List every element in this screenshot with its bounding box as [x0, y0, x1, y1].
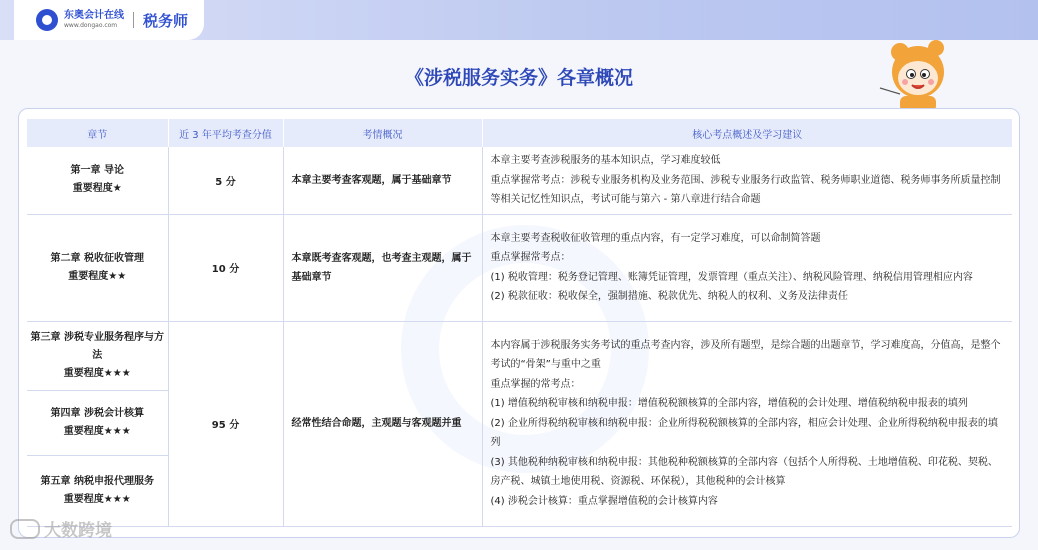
core-cell — [482, 214, 1012, 321]
core-line: 本内容属于涉税服务实务考试的重点考查内容，涉及所有题型，是综合题的出题章节，学习难度高，分值高，是整个考试的“骨架”与重中之重 — [490, 339, 1001, 371]
score-cell: 95 分 — [168, 321, 283, 526]
chapter-table — [27, 119, 1012, 527]
chapter-name: 第三章 涉税专业服务程序与方法 — [30, 331, 164, 361]
core-line: 重点掌握常考点：涉税专业服务机构及业务范围、涉税专业服务行政监管、税务师职业道德、税务师事务所质量控制等相关记忆性知识点，考试可能与第六 - 第八章进行结合命题 — [490, 174, 1001, 205]
importance-level: 重要程度★★★ — [63, 425, 131, 437]
core-line: 重点掌握的常考点： — [490, 378, 581, 390]
brand-logo-icon — [36, 9, 58, 31]
core-line: (1) 增值税纳税审核和纳税申报：增值税税额核算的全部内容，增值税的会计处理、增值税纳税申报表的填列 — [490, 398, 968, 410]
core-line: 本章主要考查税收征收管理的重点内容，有一定学习难度，可以命制简答题 — [490, 232, 821, 244]
footer-watermark — [10, 516, 112, 541]
importance-level: 重要程度★★★ — [63, 493, 131, 505]
mascot-icon — [878, 34, 958, 114]
chapter-name: 第四章 涉税会计核算 — [50, 407, 144, 419]
watermark-text: 大数跨境 — [44, 521, 112, 541]
brand-url: www.dongao.com — [64, 22, 118, 29]
core-line: (1) 税收管理：税务登记管理、账簿凭证管理，发票管理（重点关注）、纳税风险管理、纳税信用管理相应内容 — [490, 271, 973, 283]
column-header: 章节 — [27, 119, 168, 147]
brand-name: 东奥会计在线 — [64, 10, 124, 21]
core-line: 本章主要考查涉税服务的基本知识点，学习难度较低 — [490, 155, 721, 166]
chapter-name: 第五章 纳税申报代理服务 — [40, 475, 154, 487]
chapter-sub-block — [27, 391, 168, 455]
situation-cell: 本章既考查客观题，也考查主观题，属于基础章节 — [283, 214, 482, 321]
chapter-cell — [27, 147, 168, 214]
section-name: 税务师 — [143, 11, 189, 30]
table-header-row — [27, 119, 1012, 147]
chapter-group-cell — [27, 321, 168, 526]
importance-level: 重要程度★ — [72, 183, 122, 195]
core-cell — [482, 147, 1012, 214]
score-cell: 10 分 — [168, 214, 283, 321]
overview-card — [18, 108, 1020, 538]
situation-cell: 本章主要考查客观题，属于基础章节 — [283, 147, 482, 214]
brand-tab[interactable] — [14, 0, 204, 40]
core-cell — [482, 321, 1012, 526]
brand-divider — [133, 12, 134, 28]
core-line: 重点掌握常考点： — [490, 252, 571, 263]
situation-cell: 经常性结合命题，主观题与客观题并重 — [283, 321, 482, 526]
table-row — [27, 214, 1012, 321]
table-row — [27, 321, 1012, 526]
page-title: 《涉税服务实务》各章概况 — [404, 67, 633, 89]
core-line: (2) 税款征收：税收保全，强制措施、税款优先、纳税人的权利、义务及法律责任 — [490, 291, 848, 302]
chapter-sub-block — [27, 322, 168, 390]
chapter-name: 第一章 导论 — [70, 165, 124, 177]
chapter-sub-block — [27, 456, 168, 526]
core-line: (4) 涉税会计核算：重点掌握增值税的会计核算内容 — [490, 495, 718, 507]
importance-level: 重要程度★★★ — [63, 367, 131, 379]
chapter-name: 第二章 税收征收管理 — [50, 252, 144, 264]
chapter-cell — [27, 214, 168, 321]
table-row — [27, 147, 1012, 214]
column-header: 核心考点概述及学习建议 — [482, 119, 1012, 147]
core-line: (2) 企业所得税纳税审核和纳税申报：企业所得税税额核算的全部内容，相应会计处理、企业所得税纳税申报表的填列 — [490, 417, 998, 449]
core-line: (3) 其他税种纳税审核和纳税申报：其他税种税额核算的全部内容（包括个人所得税、土地增值税、印花税、契税、房产税、城镇土地使用税、资源税、环保税），其他税种的会计核算 — [490, 456, 998, 488]
importance-level: 重要程度★★ — [68, 270, 127, 282]
column-header: 考情概况 — [283, 119, 482, 147]
column-header: 近 3 年平均考查分值 — [168, 119, 283, 147]
score-cell: 5 分 — [168, 147, 283, 214]
watermark-brand-icon — [10, 519, 40, 539]
brand-logo-text — [64, 11, 124, 29]
